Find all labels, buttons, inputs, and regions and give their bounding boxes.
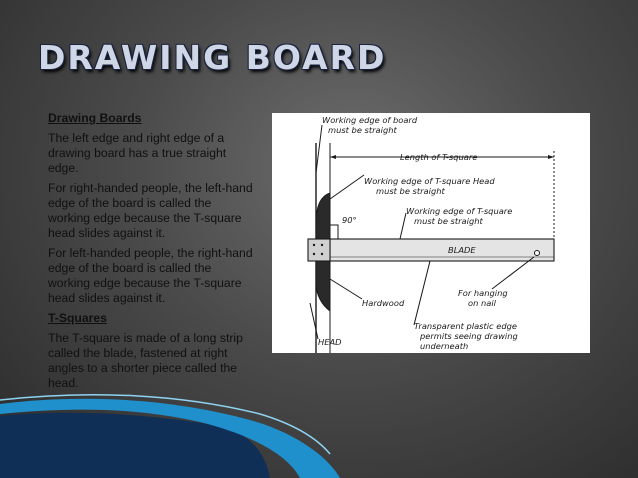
leader-hardwood xyxy=(330,279,362,299)
rivet-icon xyxy=(321,253,323,255)
label-plastic-1: Transparent plastic edge xyxy=(414,321,517,331)
label-board-edge-2: must be straight xyxy=(328,125,397,135)
paragraph-right-handed: For right-handed people, the left-hand edge of the board is called the working edge because the T-square head slides against it. xyxy=(48,181,253,240)
paragraph-t-square: The T-square is made of a long strip called the blade, fastened at right angles to a shorter piece called the head. xyxy=(48,331,243,390)
label-plastic-3: underneath xyxy=(420,341,469,351)
label-plastic-2: permits seeing drawing xyxy=(420,331,518,341)
slide-title: DRAWING BOARD xyxy=(38,38,387,77)
blade-shape xyxy=(330,239,554,261)
label-hardwood: Hardwood xyxy=(362,298,405,308)
paragraph-straight-edge: The left edge and right edge of a drawing board has a true straight edge. xyxy=(48,131,227,175)
label-blade-edge-2: must be straight xyxy=(414,216,483,226)
length-arrow-left xyxy=(330,155,336,159)
leader-head-edge xyxy=(330,175,364,199)
paragraph-left-handed: For left-handed people, the right-hand edge of the board is called the working edge because the T-square head slides against it. xyxy=(48,246,253,305)
label-head: HEAD xyxy=(318,337,342,347)
length-arrow-right xyxy=(548,155,554,159)
leader-head xyxy=(310,303,318,339)
label-blade: BLADE xyxy=(448,245,476,255)
label-length: Length of T-square xyxy=(400,152,478,162)
heading-t-squares: T-Squares xyxy=(48,311,107,325)
label-hanging-1: For hanging xyxy=(458,288,508,298)
right-angle-mark xyxy=(330,225,338,239)
heading-drawing-boards: Drawing Boards xyxy=(48,111,142,125)
label-head-edge-1: Working edge of T-square Head xyxy=(364,176,495,186)
leader-hanging xyxy=(492,257,534,289)
label-board-edge-1: Working edge of board xyxy=(322,115,418,125)
hanging-hole xyxy=(535,251,540,256)
label-hanging-2: on nail xyxy=(468,298,496,308)
label-head-edge-2: must be straight xyxy=(376,186,445,196)
body-text xyxy=(48,111,254,396)
label-blade-edge-1: Working edge of T-square xyxy=(406,206,513,216)
label-angle: 90° xyxy=(342,215,357,225)
t-square-diagram xyxy=(272,113,590,353)
t-square-drawing xyxy=(272,113,590,353)
rivet-icon xyxy=(313,244,315,246)
leader-board-edge xyxy=(316,125,322,173)
decorative-swoosh xyxy=(0,390,638,478)
rivet-icon xyxy=(313,253,315,255)
leader-blade-edge xyxy=(400,213,406,239)
head-joint xyxy=(308,239,330,261)
leader-plastic xyxy=(414,261,430,325)
rivet-icon xyxy=(321,244,323,246)
